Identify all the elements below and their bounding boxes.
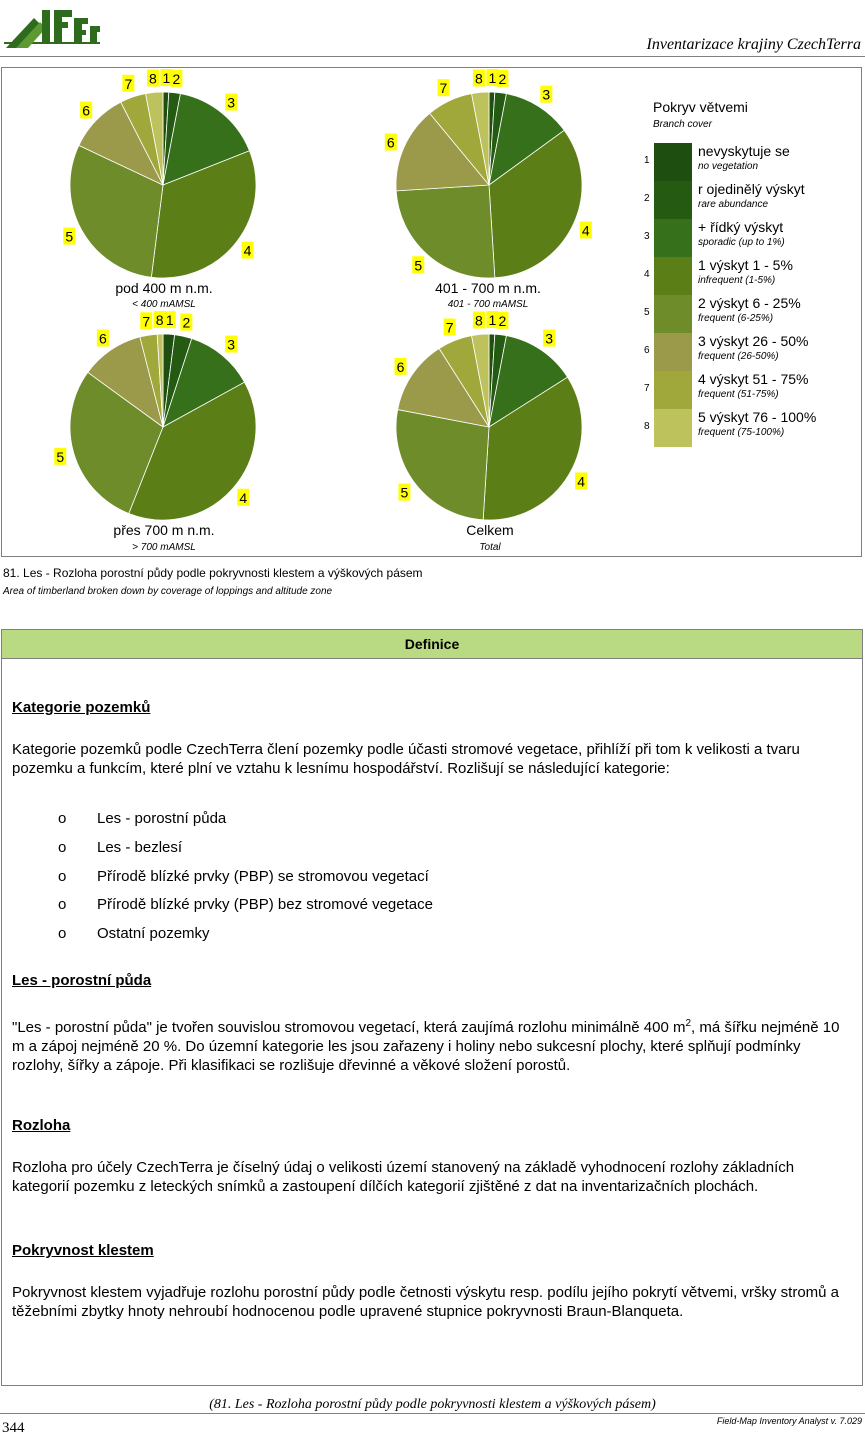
pie-slice-label: 7 bbox=[445, 319, 454, 336]
legend-item bbox=[640, 409, 860, 447]
bullet-marker: o bbox=[58, 925, 67, 942]
document-header-title: Inventarizace krajiny CzechTerra bbox=[646, 36, 861, 53]
paragraph-area: Rozloha pro účely CzechTerra je číselný údaj o velikosti území stanovený na základě vyhodnocení rozlohy základních kategorií pozemku z leteckých snímků a zastoupení dílčích kategorií zjištěné z dat na inventarizačních plochách. bbox=[12, 1159, 795, 1195]
legend-item-sublabel: frequent (51-75%) bbox=[698, 389, 779, 400]
pie-2-subtitle: 401 - 700 mAMSL bbox=[447, 299, 529, 310]
legend-item-sublabel: no vegetation bbox=[698, 161, 759, 172]
legend-item-label: 5 výskyt 76 - 100% bbox=[698, 409, 817, 425]
ifer-logo bbox=[4, 4, 100, 52]
pie-slice-label: 4 bbox=[239, 489, 248, 506]
legend-swatch bbox=[654, 295, 692, 333]
legend-item-label: nevyskytuje se bbox=[698, 143, 790, 159]
footer-caption: (81. Les - Rozloha porostní půdy podle pokryvnosti klestem a výškových pásem) bbox=[209, 1397, 656, 1412]
bullet-marker: o bbox=[58, 839, 67, 856]
pie-slice-label: 2 bbox=[172, 70, 181, 87]
footer-divider bbox=[0, 1413, 865, 1414]
list-item: Les - porostní půda bbox=[97, 810, 227, 827]
pie-slice-label: 6 bbox=[82, 102, 91, 119]
pie-slice-label: 6 bbox=[396, 358, 405, 375]
legend-item bbox=[640, 181, 860, 219]
pie-3-title: přes 700 m n.m. bbox=[113, 522, 215, 538]
legend-item-label: + řídký výskyt bbox=[698, 219, 784, 235]
legend-item-number: 2 bbox=[644, 193, 650, 204]
legend-item-label: 4 výskyt 51 - 75% bbox=[698, 371, 809, 387]
pie-slice-label: 8 bbox=[155, 312, 164, 329]
pie-slice-label: 4 bbox=[577, 473, 585, 490]
section-title-timberland: Les - porostní půda bbox=[12, 972, 152, 989]
legend-item bbox=[640, 371, 860, 409]
pie-slice-label: 3 bbox=[227, 94, 236, 111]
legend-item-sublabel: frequent (75-100%) bbox=[698, 427, 785, 438]
superscript: 2 bbox=[685, 1018, 692, 1029]
legend-item-label: 3 výskyt 26 - 50% bbox=[698, 333, 809, 349]
pie-slice-label: 5 bbox=[56, 448, 65, 465]
legend-item-number: 4 bbox=[644, 269, 650, 280]
legend-title: Pokryv větvemi bbox=[653, 99, 748, 115]
legend-item bbox=[640, 257, 860, 295]
bullet-marker: o bbox=[58, 896, 67, 913]
pie-slice-label: 8 bbox=[149, 70, 157, 87]
legend-swatch bbox=[654, 257, 692, 295]
pie-slice-label: 1 bbox=[162, 70, 171, 87]
pie-slice-5 bbox=[396, 185, 495, 278]
pie-slice-label: 5 bbox=[400, 484, 409, 501]
pie-2-title: 401 - 700 m n.m. bbox=[435, 280, 541, 296]
bullet-marker: o bbox=[58, 868, 67, 885]
pie-slice-label: 3 bbox=[227, 336, 236, 353]
legend-item-number: 3 bbox=[644, 231, 650, 242]
pie-slice-label: 8 bbox=[475, 312, 483, 329]
legend-swatch bbox=[654, 371, 692, 409]
legend-item bbox=[640, 219, 860, 257]
pie-4-title: Celkem bbox=[466, 522, 514, 538]
legend-swatch bbox=[654, 409, 692, 447]
list-item: Les - bezlesí bbox=[97, 839, 183, 856]
pie-1-subtitle: < 400 mAMSL bbox=[132, 299, 196, 310]
pie-slice-label: 5 bbox=[65, 228, 74, 245]
section-title-loppings-cover: Pokryvnost klestem bbox=[12, 1242, 154, 1259]
legend-item-number: 1 bbox=[644, 155, 650, 166]
pie-slice-label: 3 bbox=[545, 330, 554, 347]
legend-item-label: r ojedinělý výskyt bbox=[698, 181, 805, 197]
legend-item-number: 6 bbox=[644, 345, 650, 356]
pie-slice-label: 3 bbox=[542, 86, 551, 103]
legend-swatch bbox=[654, 333, 692, 371]
pie-slice-label: 2 bbox=[498, 312, 507, 329]
pie-slice-label: 2 bbox=[498, 70, 507, 87]
pie-slice-label: 1 bbox=[165, 312, 174, 329]
pie-slice-label: 1 bbox=[488, 312, 497, 329]
pie-slice-label: 6 bbox=[386, 134, 395, 151]
pie-4-subtitle: Total bbox=[479, 542, 501, 553]
footer-app-name: Field-Map Inventory Analyst v. 7.029 bbox=[716, 1416, 862, 1426]
legend-item-label: 1 výskyt 1 - 5% bbox=[698, 257, 793, 273]
section-title-area: Rozloha bbox=[12, 1117, 71, 1134]
pie-slice-5 bbox=[396, 410, 489, 520]
pie-1-title: pod 400 m n.m. bbox=[115, 280, 213, 296]
pie-slice-label: 4 bbox=[581, 222, 590, 239]
legend-subtitle: Branch cover bbox=[653, 119, 712, 130]
legend-item bbox=[640, 143, 860, 181]
figure-caption: 81. Les - Rozloha porostní půdy podle pokryvnosti klestem a výškových pásem bbox=[3, 566, 423, 580]
pie-3-subtitle: > 700 mAMSL bbox=[132, 542, 196, 553]
list-item: Ostatní pozemky bbox=[97, 925, 210, 942]
bullet-marker: o bbox=[58, 810, 67, 827]
legend-swatch bbox=[654, 181, 692, 219]
section-title-land-categories: Kategorie pozemků bbox=[12, 699, 151, 716]
definitions-header: Definice bbox=[1, 629, 863, 659]
paragraph-land-categories: Kategorie pozemků podle CzechTerra člení pozemky podle účasti stromové vegetace, přihlíží při tom k velikosti a tvaru pozemku a funkcím, které plní ve vztahu k lesnímu hospodářství. Rozlišují se následující kategorie: bbox=[12, 741, 800, 777]
pie-slice-label: 5 bbox=[414, 257, 423, 274]
legend-item-sublabel: infrequent (1-5%) bbox=[698, 275, 776, 286]
pie-slice-label: 1 bbox=[488, 70, 497, 87]
list-item: Přírodě blízké prvky (PBP) se stromovou vegetací bbox=[97, 868, 429, 885]
paragraph-text: , má šířku nejméně 10 m a zápoj nejméně 20 %. Do územní kategorie les jsou zařazeny i holiny nebo sukcesní plochy, které splňují podmínky rozlohy, šířky a zápoje. Při klasifikaci se rozlišuje dřevinné a věkové složení porostů. bbox=[12, 1019, 840, 1074]
pie-slice-label: 4 bbox=[243, 242, 252, 259]
pie-slice-label: 7 bbox=[439, 80, 448, 97]
legend-item-number: 8 bbox=[644, 421, 650, 432]
pie-slice-label: 7 bbox=[124, 75, 133, 92]
legend-item bbox=[640, 295, 860, 333]
legend-item-sublabel: sporadic (up to 1%) bbox=[698, 237, 785, 248]
legend-swatch bbox=[654, 143, 692, 181]
legend-item-sublabel: frequent (26-50%) bbox=[698, 351, 779, 362]
pie-slice-label: 7 bbox=[142, 313, 151, 330]
legend-item-sublabel: frequent (6-25%) bbox=[698, 313, 774, 324]
legend-swatch bbox=[654, 219, 692, 257]
header-divider bbox=[0, 56, 865, 57]
figure-caption-english: Area of timberland broken down by coverage of loppings and altitude zone bbox=[3, 586, 333, 597]
legend-item-sublabel: rare abundance bbox=[698, 199, 769, 210]
legend-item-label: 2 výskyt 6 - 25% bbox=[698, 295, 801, 311]
paragraph-loppings-cover: Pokryvnost klestem vyjadřuje rozlohu porostní půdy podle četnosti výskytu resp. podílu jejího pokrytí větvemi, vršky stromů a těžebními zbytky hnoty nehroubí hodnocenou podle upravené stupnice pokryvnosti Braun-Blanqueta. bbox=[12, 1284, 840, 1320]
list-item: Přírodě blízké prvky (PBP) bez stromové vegetace bbox=[97, 896, 433, 913]
pie-slice-label: 2 bbox=[182, 314, 191, 331]
paragraph-text: "Les - porostní půda" je tvořen souvislou stromovou vegetací, která zaujímá rozlohu minimálně 400 m bbox=[12, 1019, 686, 1036]
pie-slice-label: 8 bbox=[475, 70, 483, 87]
legend-item-number: 7 bbox=[644, 383, 650, 394]
paragraph-timberland bbox=[12, 1014, 852, 1075]
pie-slice-label: 6 bbox=[98, 330, 107, 347]
page-number: 344 bbox=[2, 1420, 25, 1436]
legend-item bbox=[640, 333, 860, 371]
legend-item-number: 5 bbox=[644, 307, 650, 318]
